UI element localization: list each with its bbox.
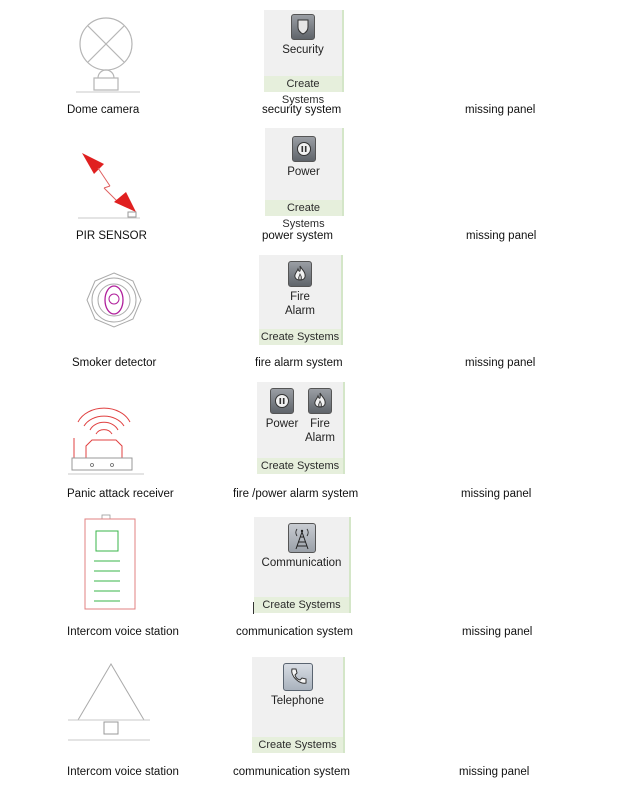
system-label: power system — [262, 230, 333, 242]
device-label: Intercom voice station — [67, 626, 179, 638]
system-label: security system — [262, 104, 342, 116]
text-cursor — [253, 602, 254, 614]
status-label: missing panel — [466, 230, 537, 242]
system-label: fire /power alarm system — [233, 488, 359, 500]
dome-camera-symbol — [68, 14, 144, 94]
device-label: Smoker detector — [72, 357, 157, 369]
power-icon — [270, 388, 294, 414]
telephone-system-panel — [252, 657, 345, 753]
create-systems-footer: Create Systems — [264, 76, 342, 92]
system-label: communication system — [236, 626, 353, 638]
fire-alarm-label-line2: Alarm — [304, 432, 336, 444]
security-shield-icon — [291, 14, 315, 40]
communication-label: Communication — [261, 557, 342, 569]
telephone-button[interactable] — [252, 663, 343, 708]
security-button[interactable] — [264, 14, 342, 57]
fire-alarm-label-line1: Fire — [290, 291, 310, 303]
power-icon — [292, 136, 316, 162]
fire-alarm-button[interactable] — [259, 261, 341, 318]
fire-alarm-label-line1: Fire — [310, 418, 330, 430]
device-label: Dome camera — [67, 104, 140, 116]
telephone-label: Telephone — [270, 695, 325, 707]
telephone-icon — [283, 663, 313, 691]
status-label: missing panel — [462, 626, 533, 638]
create-systems-footer: Create Systems — [260, 331, 340, 343]
communication-button[interactable] — [254, 523, 349, 570]
fire-alarm-system-panel — [259, 255, 343, 345]
smoke-detector-symbol — [84, 270, 144, 330]
power-system-panel — [265, 128, 344, 230]
power-button[interactable] — [265, 136, 342, 179]
fire-alarm-label-line2: Alarm — [284, 305, 316, 317]
intercom-cone-symbol — [66, 660, 152, 744]
status-label: missing panel — [459, 766, 530, 778]
device-label: Panic attack receiver — [67, 488, 174, 500]
status-label: missing panel — [465, 357, 536, 369]
panic-receiver-symbol — [68, 394, 146, 478]
status-label: missing panel — [461, 488, 532, 500]
security-system-panel — [264, 10, 344, 106]
fire-power-system-panel — [257, 382, 345, 474]
create-systems-footer: Create Systems — [257, 458, 343, 474]
security-label: Security — [282, 44, 324, 56]
power-button[interactable] — [263, 388, 301, 431]
intercom-station-symbol — [80, 513, 140, 613]
power-label: Power — [265, 418, 299, 430]
antenna-tower-icon — [288, 523, 316, 553]
flame-icon — [288, 261, 312, 287]
pir-sensor-symbol — [76, 150, 142, 222]
fire-alarm-button[interactable] — [301, 388, 339, 445]
create-systems-footer: Create Systems — [254, 597, 349, 613]
flame-icon — [308, 388, 332, 414]
power-label: Power — [287, 166, 320, 178]
communication-system-panel — [254, 517, 351, 613]
create-systems-footer: Create Systems — [265, 200, 342, 216]
system-label: communication system — [233, 766, 350, 778]
device-label: Intercom voice station — [67, 766, 179, 778]
create-systems-footer: Create Systems — [252, 737, 343, 753]
system-label: fire alarm system — [255, 357, 343, 369]
device-label: PIR SENSOR — [76, 230, 147, 242]
status-label: missing panel — [465, 104, 536, 116]
